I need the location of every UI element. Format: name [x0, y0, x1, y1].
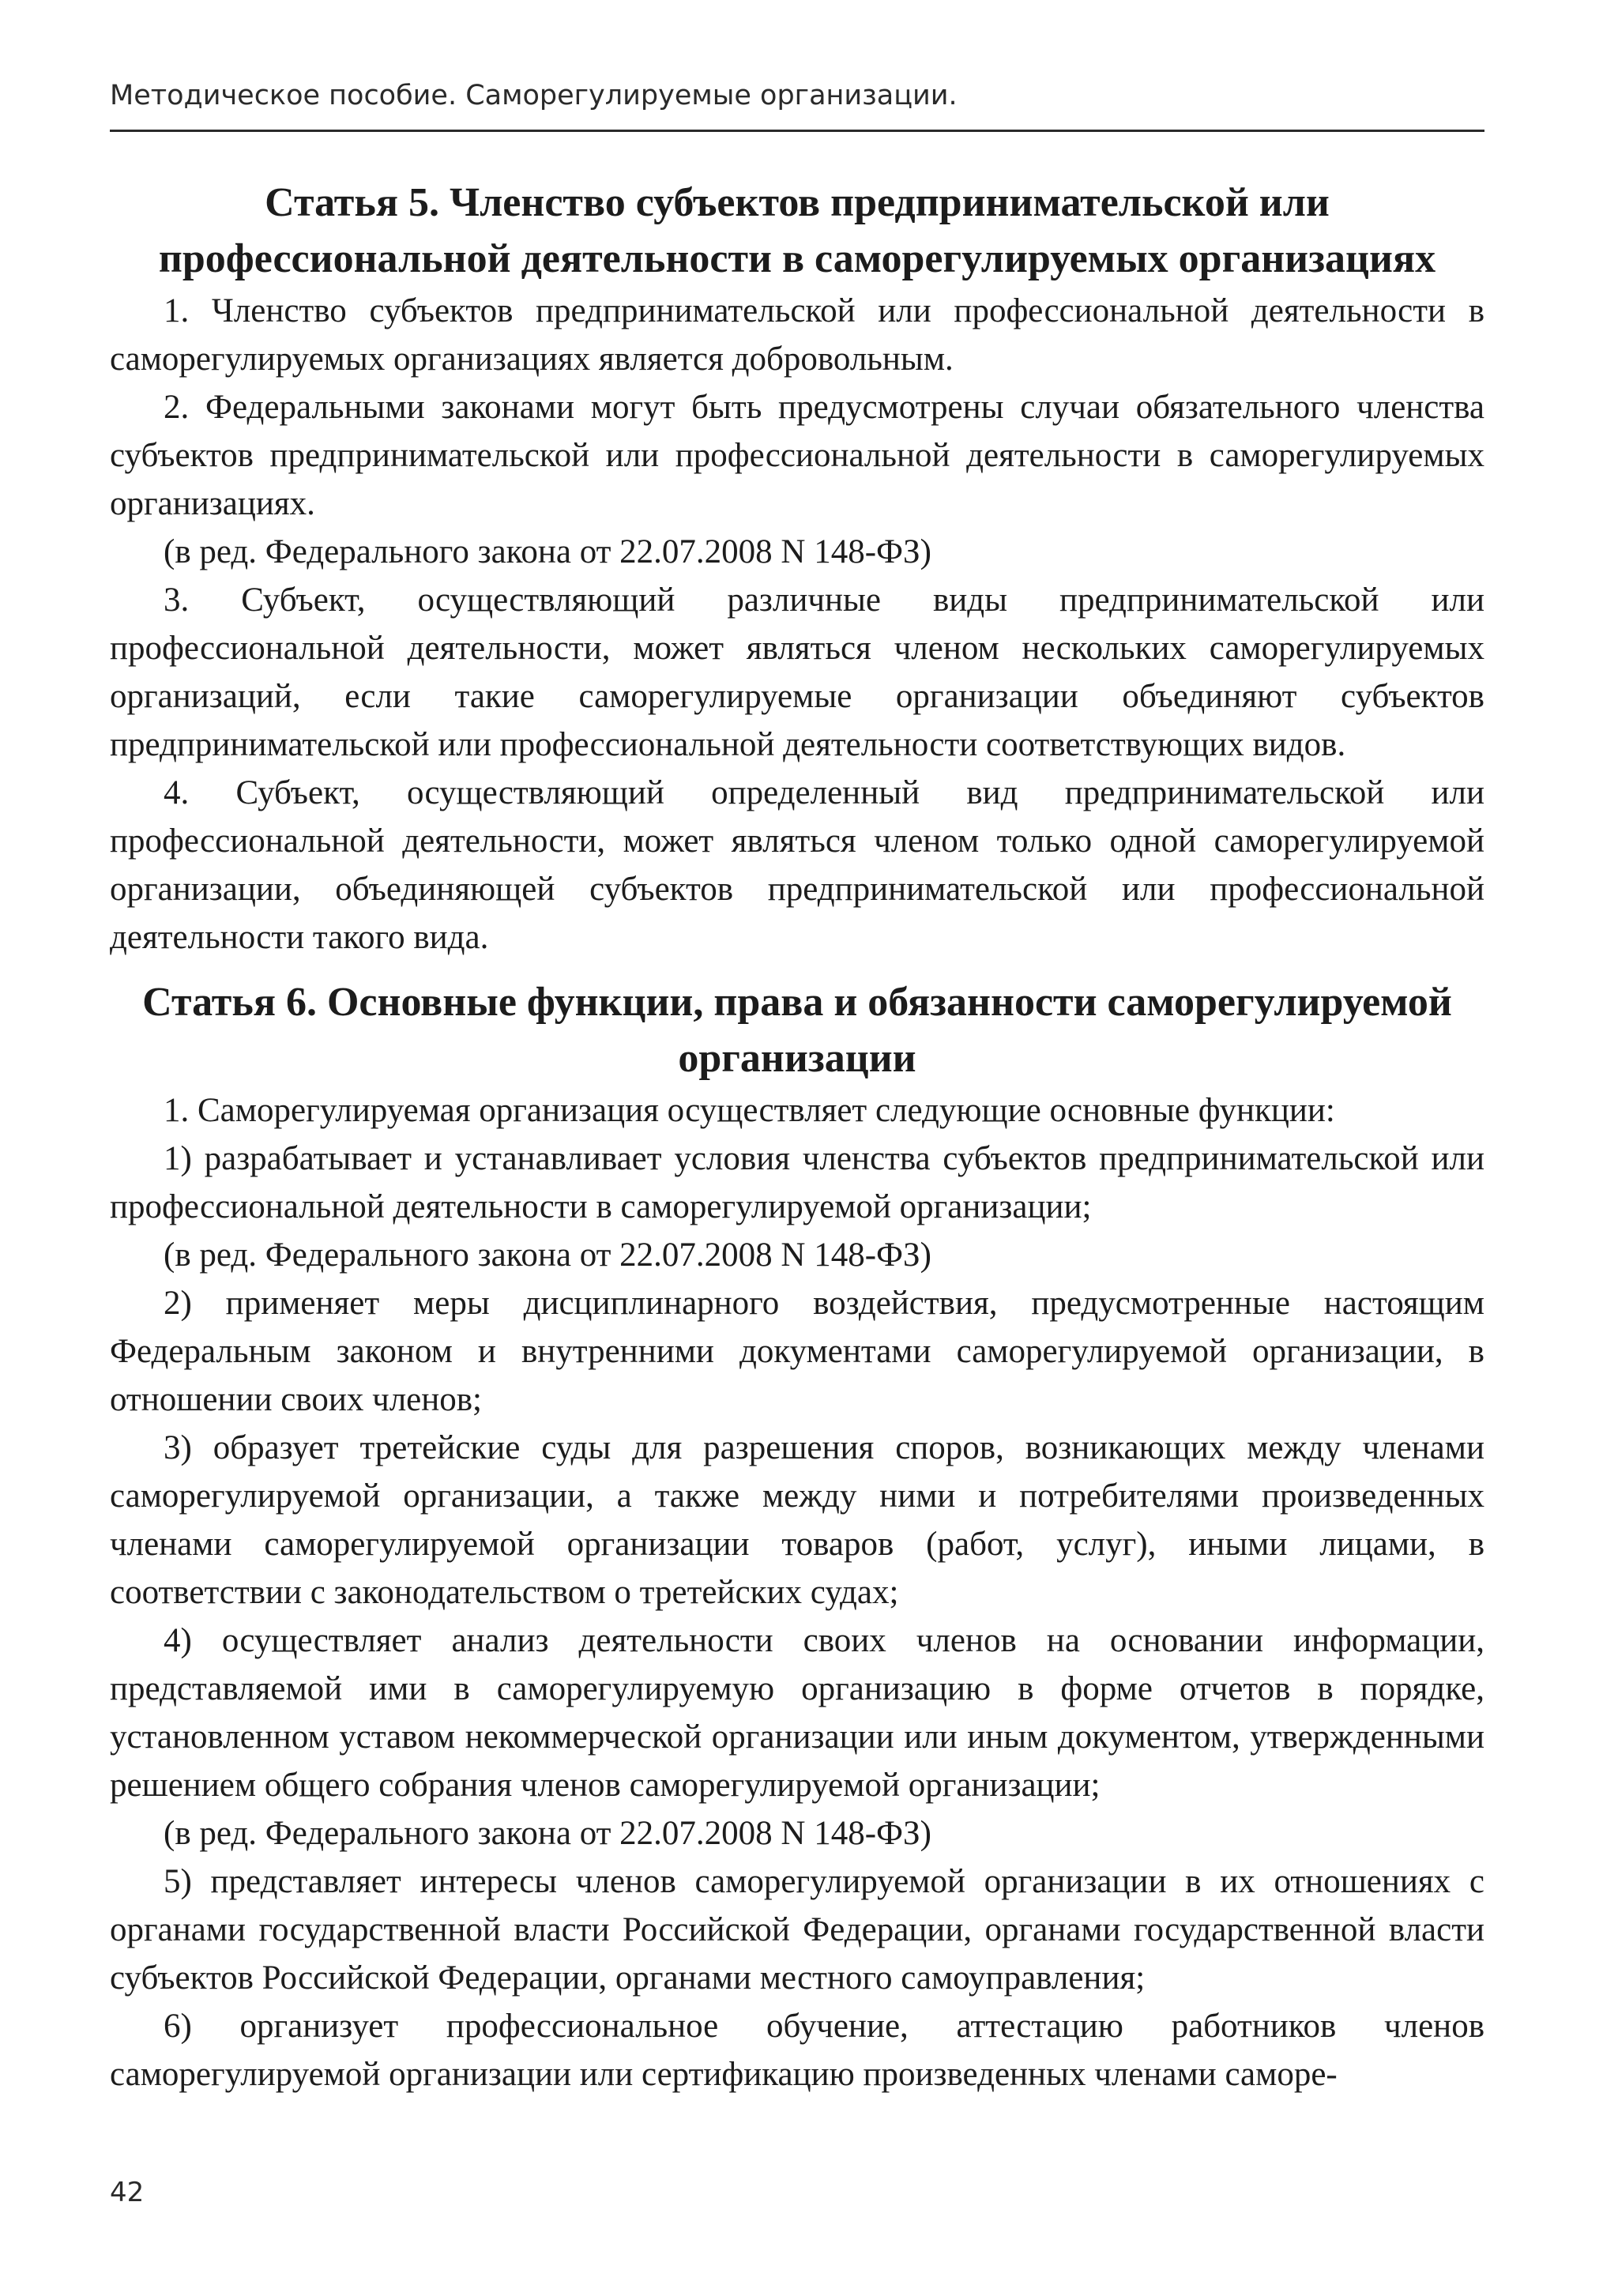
article-6-item-6: 6) организует профессиональное обучение, аттестацию работников членов саморегулируемой организации или сертификацию произведенных членами саморе-	[110, 2008, 1484, 2093]
header-divider	[110, 130, 1484, 132]
article-5-paragraph-4: 4. Субъект, осуществляющий определенный вид предпринимательской или профессиональной деятельности, может являться членом только одной саморегулируемой организации, объединяющей субъектов предпринимательской или профессиональной деятельности такого вида.	[110, 774, 1484, 956]
article-6-item-3: 3) образует третейские суды для разрешения споров, возникающих между членами саморегулируемой организации, а также между ними и потребителями произведенных членами саморегулируемой организации товаров (работ, услуг), иными лицами, в соответствии с законодательством о третейских судах;	[110, 1429, 1484, 1611]
article-5-paragraph-3: 3. Субъект, осуществляющий различные виды предпринимательской или профессиональной деятельности, может являться членом нескольких саморегулируемых организаций, если такие саморегулируемые организации объединяют субъектов предпринимательской или профессиональной деятельности соответствующих видов.	[110, 582, 1484, 763]
page-number: 42	[110, 2177, 145, 2208]
article-5-amendment-note: (в ред. Федерального закона от 22.07.2008 N 148-ФЗ)	[164, 533, 931, 570]
article-6-title: Статья 6. Основные функции, права и обязанности саморегулируемой организации	[142, 980, 1452, 1081]
article-6-paragraph-1: 1. Саморегулируемая организация осуществляет следующие основные функции:	[164, 1092, 1335, 1129]
article-6-amendment-note-1: (в ред. Федерального закона от 22.07.2008 N 148-ФЗ)	[164, 1236, 931, 1274]
article-6-amendment-note-2: (в ред. Федерального закона от 22.07.2008 N 148-ФЗ)	[164, 1815, 931, 1852]
article-6-item-2: 2) применяет меры дисциплинарного воздействия, предусмотренные настоящим Федеральным законом и внутренними документами саморегулируемой организации, в отношении своих членов;	[110, 1285, 1484, 1418]
article-6-item-1: 1) разрабатывает и устанавливает условия членства субъектов предпринимательской или профессиональной деятельности в саморегулируемой организации;	[110, 1140, 1484, 1225]
article-5-title: Статья 5. Членство субъектов предпринимательской или профессиональной деятельности в саморегулируемых организациях	[158, 180, 1436, 281]
article-6-item-4: 4) осуществляет анализ деятельности своих членов на основании информации, представляемой ими в саморегулируемую организацию в форме отчетов в порядке, установленном уставом некоммерческой организации или иным документом, утвержденными решением общего собрания членов саморегулируемой организации;	[110, 1622, 1484, 1804]
running-header: Методическое пособие. Саморегулируемые организации.	[110, 80, 958, 111]
article-5-paragraph-2: 2. Федеральными законами могут быть предусмотрены случаи обязательного членства субъектов предпринимательской или профессиональной деятельности в саморегулируемых организациях.	[110, 389, 1484, 522]
article-6-item-5: 5) представляет интересы членов саморегулируемой организации в их отношениях с органами государственной власти Российской Федерации, органами государственной власти субъектов Российской Федерации, органами местного самоуправления;	[110, 1863, 1484, 1997]
article-5-paragraph-1: 1. Членство субъектов предпринимательской или профессиональной деятельности в саморегулируемых организациях является добровольным.	[110, 292, 1484, 378]
page-body	[110, 158, 1484, 2098]
